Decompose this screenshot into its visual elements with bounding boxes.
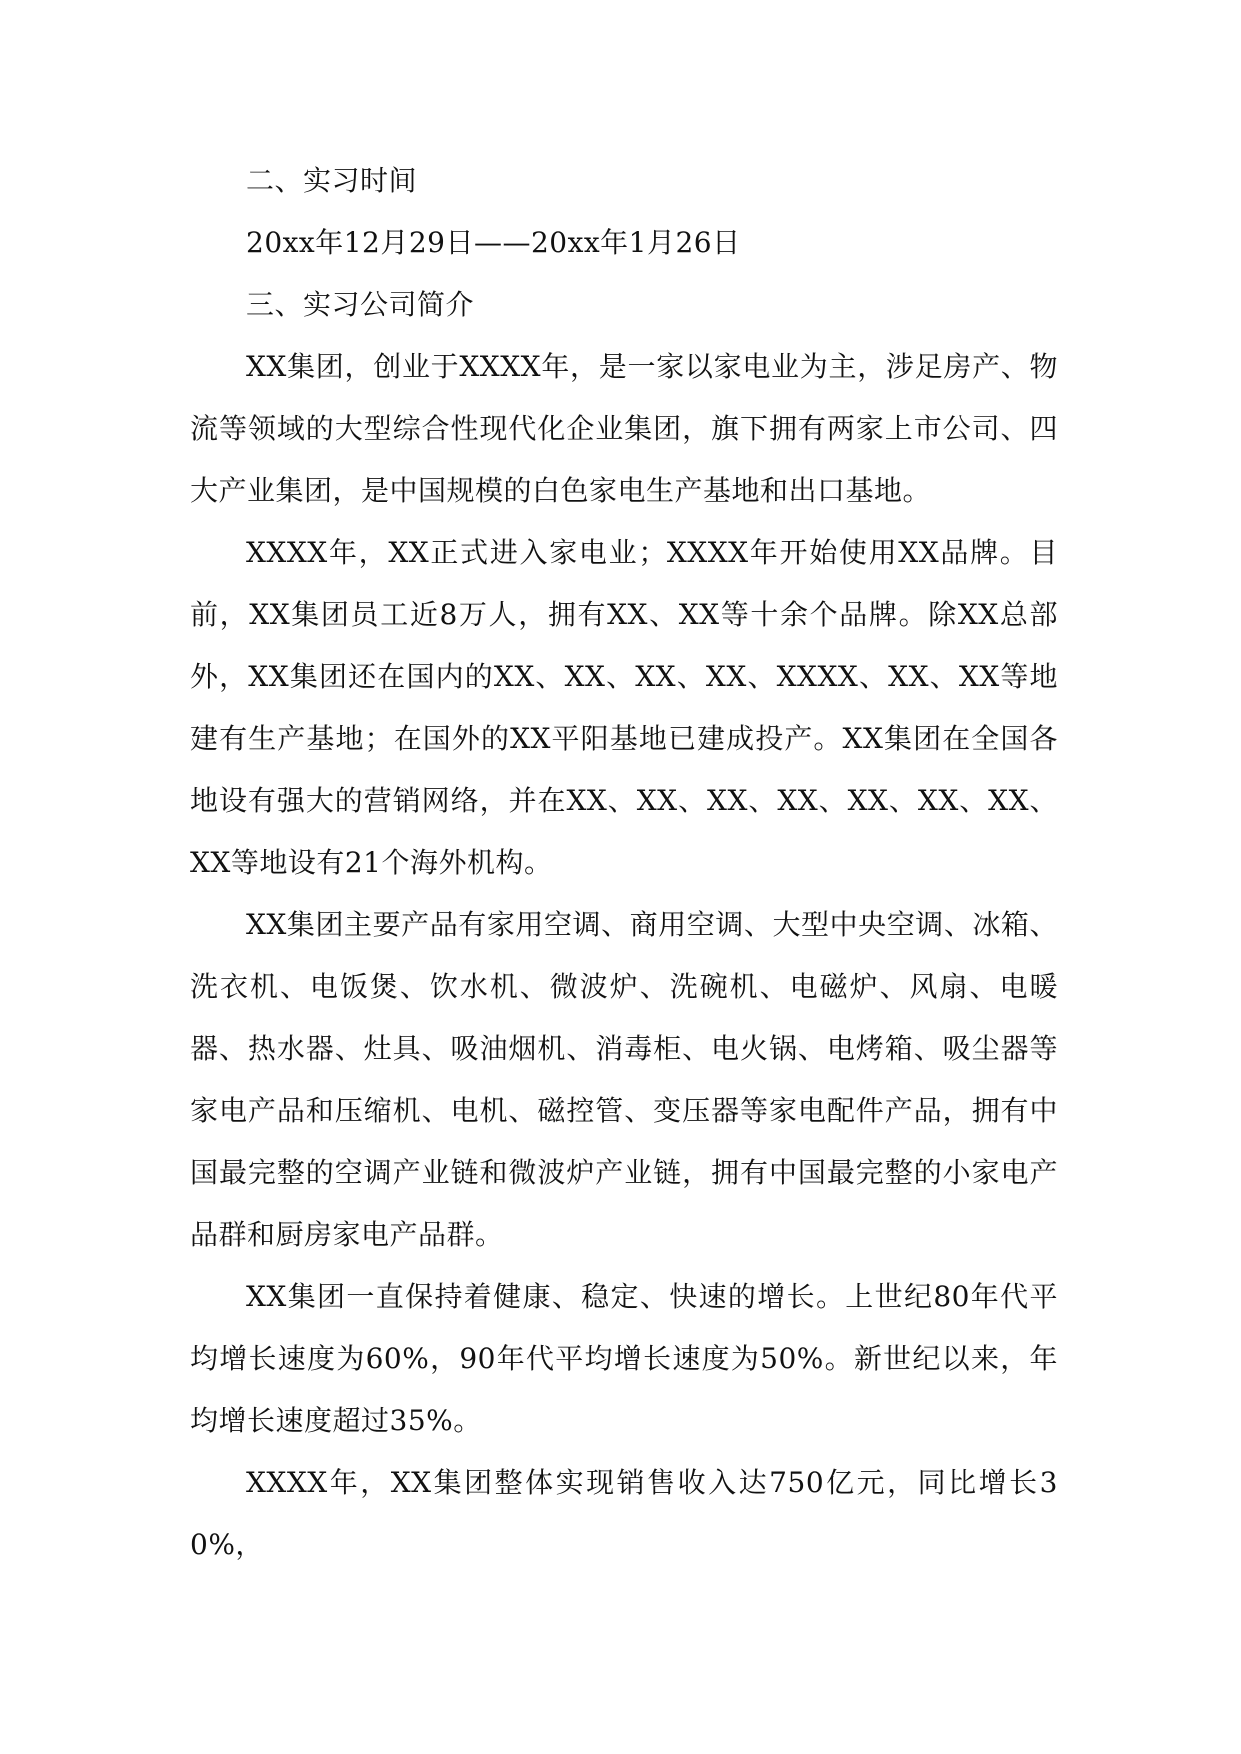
company-history-paragraph: XXXX年，XX正式进入家电业；XXXX年开始使用XX品牌。目前，XX集团员工近8万人，拥有XX、XX等十余个品牌。除XX总部外，XX集团还在国内的XX、XX、XX、XX、XXXX、XX、XX等地建有生产基地；在国外的XX平阳基地已建成投产。XX集团在全国各地设有强大的营销网络，并在XX、XX、XX、XX、XX、XX、XX、XX等地设有21个海外机构。 (190, 536, 1058, 879)
company-revenue-paragraph: XXXX年，XX集团整体实现销售收入达750亿元，同比增长30%， (190, 1466, 1058, 1561)
document-body (190, 150, 1058, 1576)
internship-date-range: 20xx年12月29日——20xx年1月26日 (246, 226, 741, 259)
section-heading-company-intro: 三、实习公司简介 (246, 288, 475, 321)
company-growth-paragraph: XX集团一直保持着健康、稳定、快速的增长。上世纪80年代平均增长速度为60%，90年代平均增长速度为50%。新世纪以来，年均增长速度超过35%。 (190, 1280, 1058, 1437)
company-products-paragraph: XX集团主要产品有家用空调、商用空调、大型中央空调、冰箱、洗衣机、电饭煲、饮水机、微波炉、洗碗机、电磁炉、风扇、电暖器、热水器、灶具、吸油烟机、消毒柜、电火锅、电烤箱、吸尘器等家电产品和压缩机、电机、磁控管、变压器等家电配件产品，拥有中国最完整的空调产业链和微波炉产业链，拥有中国最完整的小家电产品群和厨房家电产品群。 (190, 908, 1058, 1251)
section-heading-internship-time: 二、实习时间 (246, 164, 418, 197)
company-overview-paragraph: XX集团，创业于XXXX年，是一家以家电业为主，涉足房产、物流等领域的大型综合性现代化企业集团，旗下拥有两家上市公司、四大产业集团，是中国规模的白色家电生产基地和出口基地。 (190, 350, 1058, 507)
